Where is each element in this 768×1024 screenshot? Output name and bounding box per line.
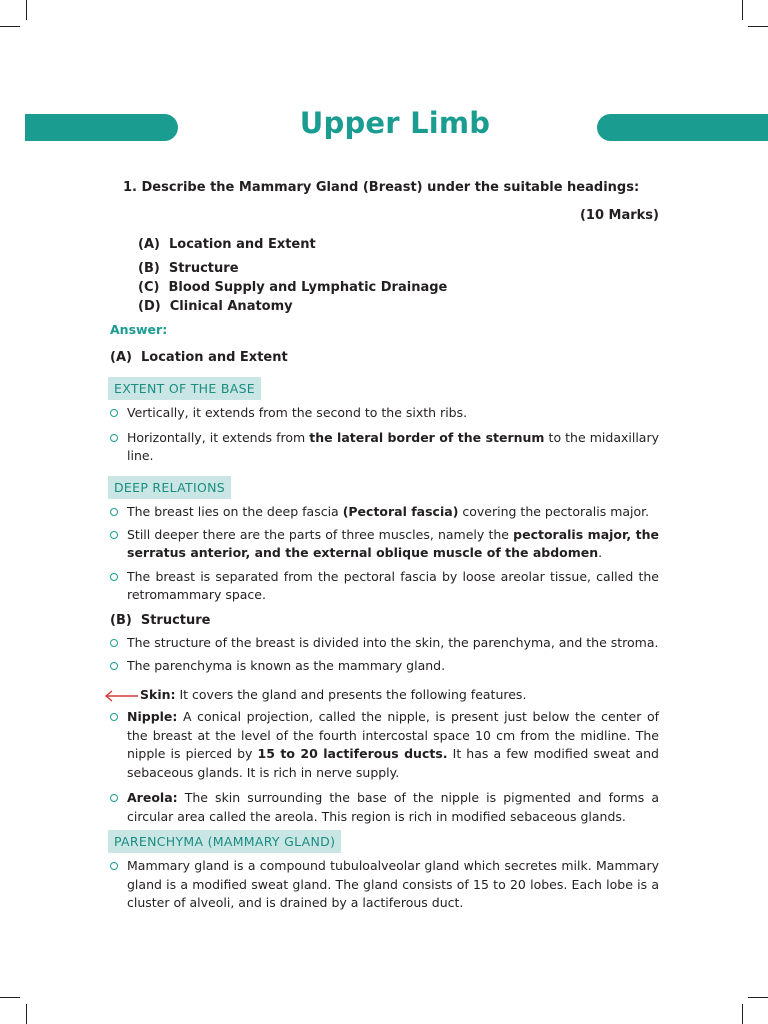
bullet-icon [110,508,118,516]
heading-label: Clinical Anatomy [169,299,293,314]
crop-mark [742,0,743,20]
list-item: The parenchyma is known as the mammary gland. [110,657,659,676]
list-item: Vertically, it extends from the second to the sixth ribs. [110,404,659,423]
parenchyma-label: PARENCHYMA (MAMMARY GLAND) [108,830,341,853]
bullet-icon [110,662,118,670]
list-item: Areola: The skin surrounding the base of the nipple is pigmented and forms a circular area called the areola. This region is rich in modified sebaceous glands. [110,789,659,826]
bullet-icon [110,531,118,539]
crop-mark [0,26,20,27]
bullet-icon [110,573,118,581]
heading-label: Location and Extent [169,237,316,252]
bullet-icon [110,434,118,442]
section-b-heading: (B) Structure [110,613,211,628]
parenchyma-list [110,857,659,913]
question-marks: (10 Marks) [579,208,659,223]
heading-item [138,299,293,314]
heading-letter: (A) [138,237,160,252]
question-text: 1. Describe the Mammary Gland (Breast) under the suitable headings: [123,180,640,195]
skin-features-list [110,708,659,826]
list-item: The breast lies on the deep fascia (Pectoral fascia) covering the pectoralis major. [110,503,659,522]
bullet-icon [110,639,118,647]
bullet-icon [110,713,118,721]
heading-label: Structure [168,261,239,276]
deep-relations-label: DEEP RELATIONS [108,476,231,499]
bullet-icon [110,794,118,802]
crop-mark [26,1004,27,1024]
crop-mark [0,997,20,998]
heading-letter: (D) [138,299,161,314]
skin-paragraph: Skin: It covers the gland and presents the following features. [140,687,527,702]
deep-relations-list [110,503,659,605]
list-item: The breast is separated from the pectoral fascia by loose areolar tissue, called the retromammary space. [110,568,659,605]
list-item: Nipple: A conical projection, called the nipple, is present just below the center of the breast at the level of the fourth intercostal space 10 cm from the midline. The nipple is pierced by 15 to 20 lactiferous ducts. It has a few modified sweat and sebaceous glands. It is rich in nerve supply. [110,708,659,782]
section-a-heading: (A) Location and Extent [110,350,288,365]
heading-item [138,237,316,252]
crop-mark [26,0,27,20]
heading-letter: (C) [138,280,160,295]
heading-letter: (B) [138,261,160,276]
list-item: Horizontally, it extends from the lateral border of the sternum to the midaxillary line. [110,429,659,466]
bullet-icon [110,409,118,417]
heading-item [138,261,239,276]
arrow-left-icon [103,689,139,703]
list-item: Mammary gland is a compound tubuloalveolar gland which secretes milk. Mammary gland is a modified sweat gland. The gland consists of 15 to 20 lobes. Each lobe is a cluster of alveoli, and is drained by a lactiferous duct. [110,857,659,913]
crop-mark [742,1004,743,1024]
heading-item [138,280,447,295]
extent-list [110,404,659,466]
extent-label: EXTENT OF THE BASE [108,377,261,400]
structure-list [110,634,659,675]
list-item: The structure of the breast is divided into the skin, the parenchyma, and the stroma. [110,634,659,653]
heading-label: Blood Supply and Lymphatic Drainage [168,280,448,295]
chapter-title: Upper Limb [299,106,491,140]
list-item: Still deeper there are the parts of three muscles, namely the pectoralis major, the serratus anterior, and the external oblique muscle of the abdomen. [110,526,659,563]
answer-label: Answer: [110,322,168,337]
crop-mark [748,997,768,998]
crop-mark [748,26,768,27]
bullet-icon [110,862,118,870]
